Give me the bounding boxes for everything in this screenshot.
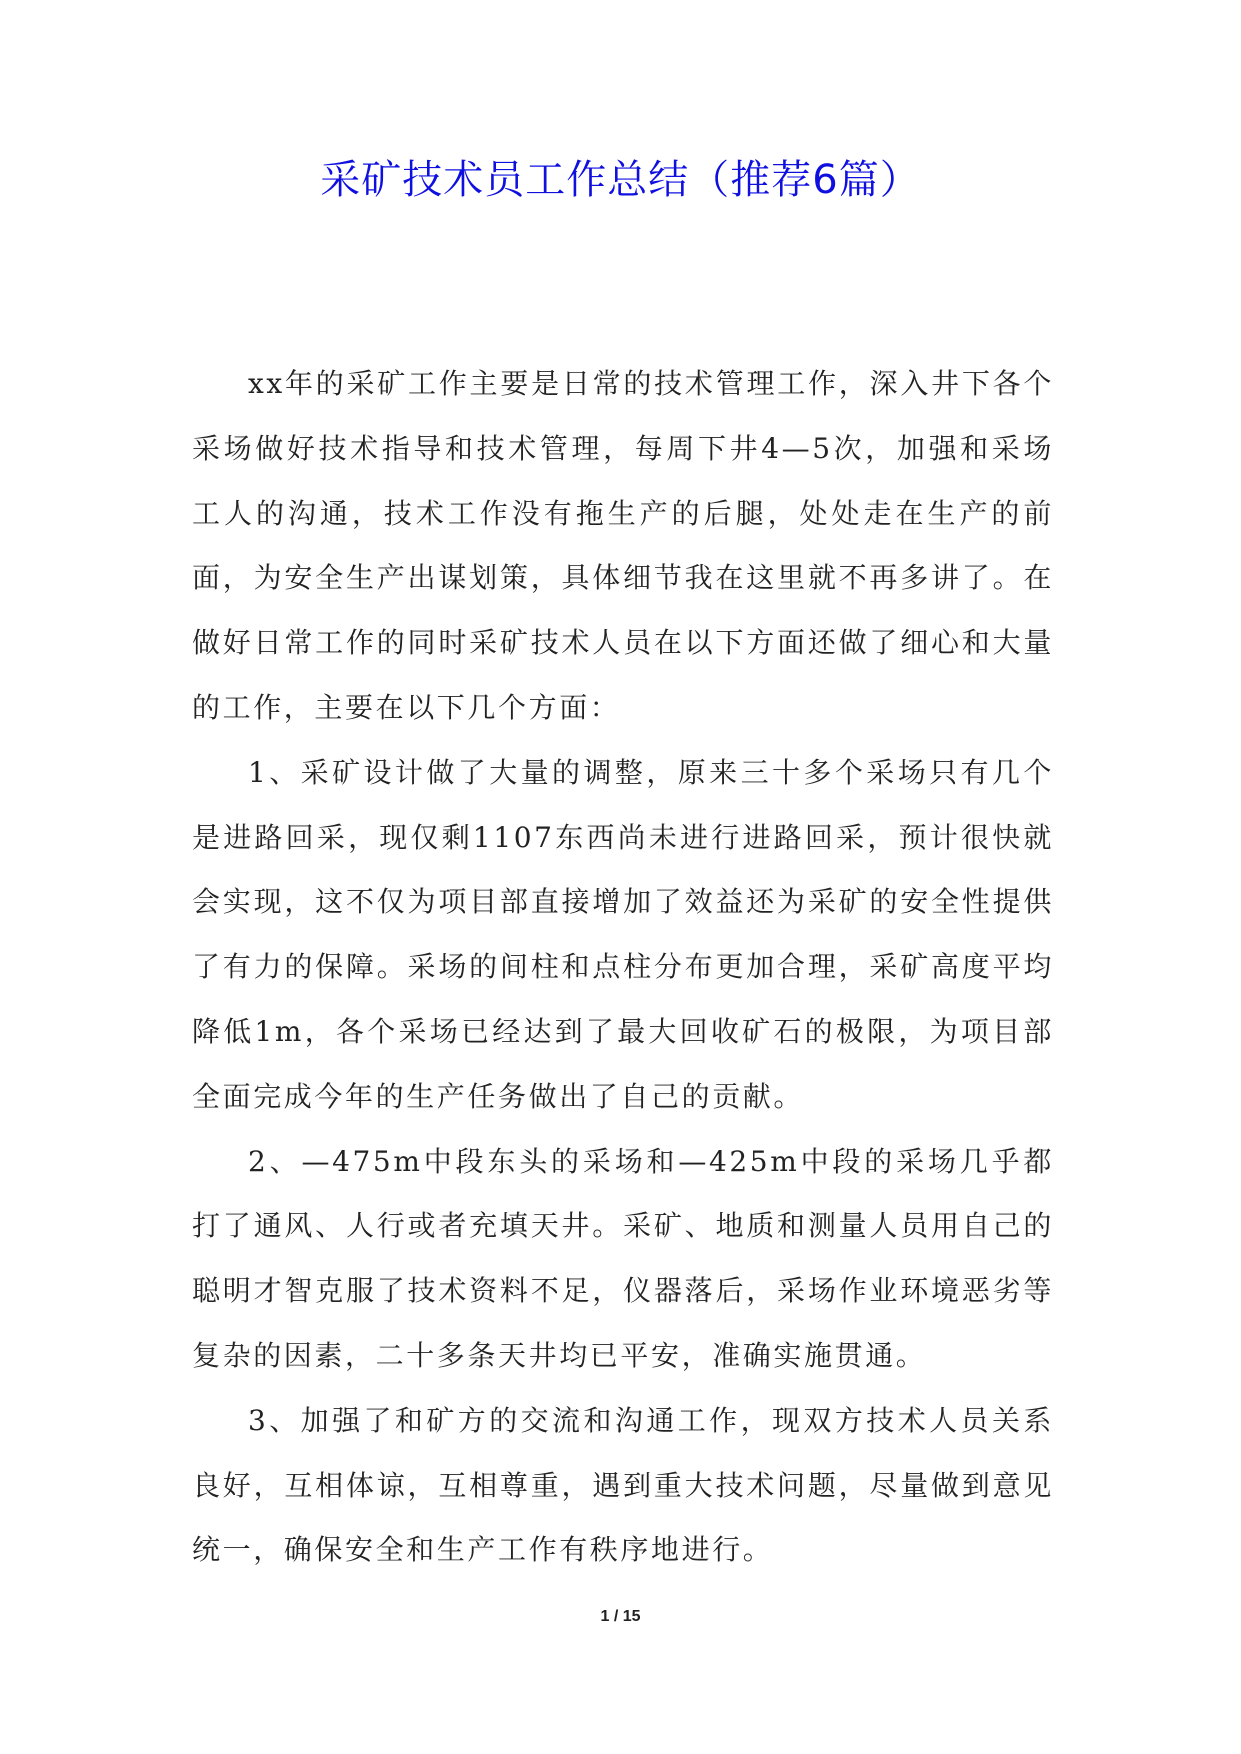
paragraph-point-2: 2、—475m中段东头的采场和—425m中段的采场几乎都打了通风、人行或者充填天井。采矿、地质和测量人员用自己的聪明才智克服了技术资料不足，仪器落后，采场作业环境恶劣等复杂的因素，二十多条天井均已平安，准确实施贯通。 [192, 1144, 1054, 1372]
paragraph-point-1: 1、采矿设计做了大量的调整，原来三十多个采场只有几个是进路回采，现仅剩1107东西尚未进行进路回采，预计很快就会实现，这不仅为项目部直接增加了效益还为采矿的安全性提供了有力的保障。采场的间柱和点柱分布更加合理，采矿高度平均降低1m，各个采场已经达到了最大回收矿石的极限，为项目部全面完成今年的生产任务做出了自己的贡献。 [192, 755, 1054, 1113]
paragraph-intro: xx年的采矿工作主要是日常的技术管理工作，深入井下各个采场做好技术指导和技术管理，每周下井4—5次，加强和采场工人的沟通，技术工作没有拖生产的后腿，处处走在生产的前面，为安全生产出谋划策，具体细节我在这里就不再多讲了。在做好日常工作的同时采矿技术人员在以下方面还做了细心和大量的工作，主要在以下几个方面： [192, 367, 1054, 724]
paragraph-point-3: 3、加强了和矿方的交流和沟通工作，现双方技术人员关系良好，互相体谅，互相尊重，遇到重大技术问题，尽量做到意见统一，确保安全和生产工作有秩序地进行。 [192, 1403, 1054, 1567]
document-body [192, 352, 1054, 1583]
document-title: 采矿技术员工作总结（推荐6篇） [320, 157, 921, 203]
page-number: 1 / 15 [600, 1608, 641, 1625]
